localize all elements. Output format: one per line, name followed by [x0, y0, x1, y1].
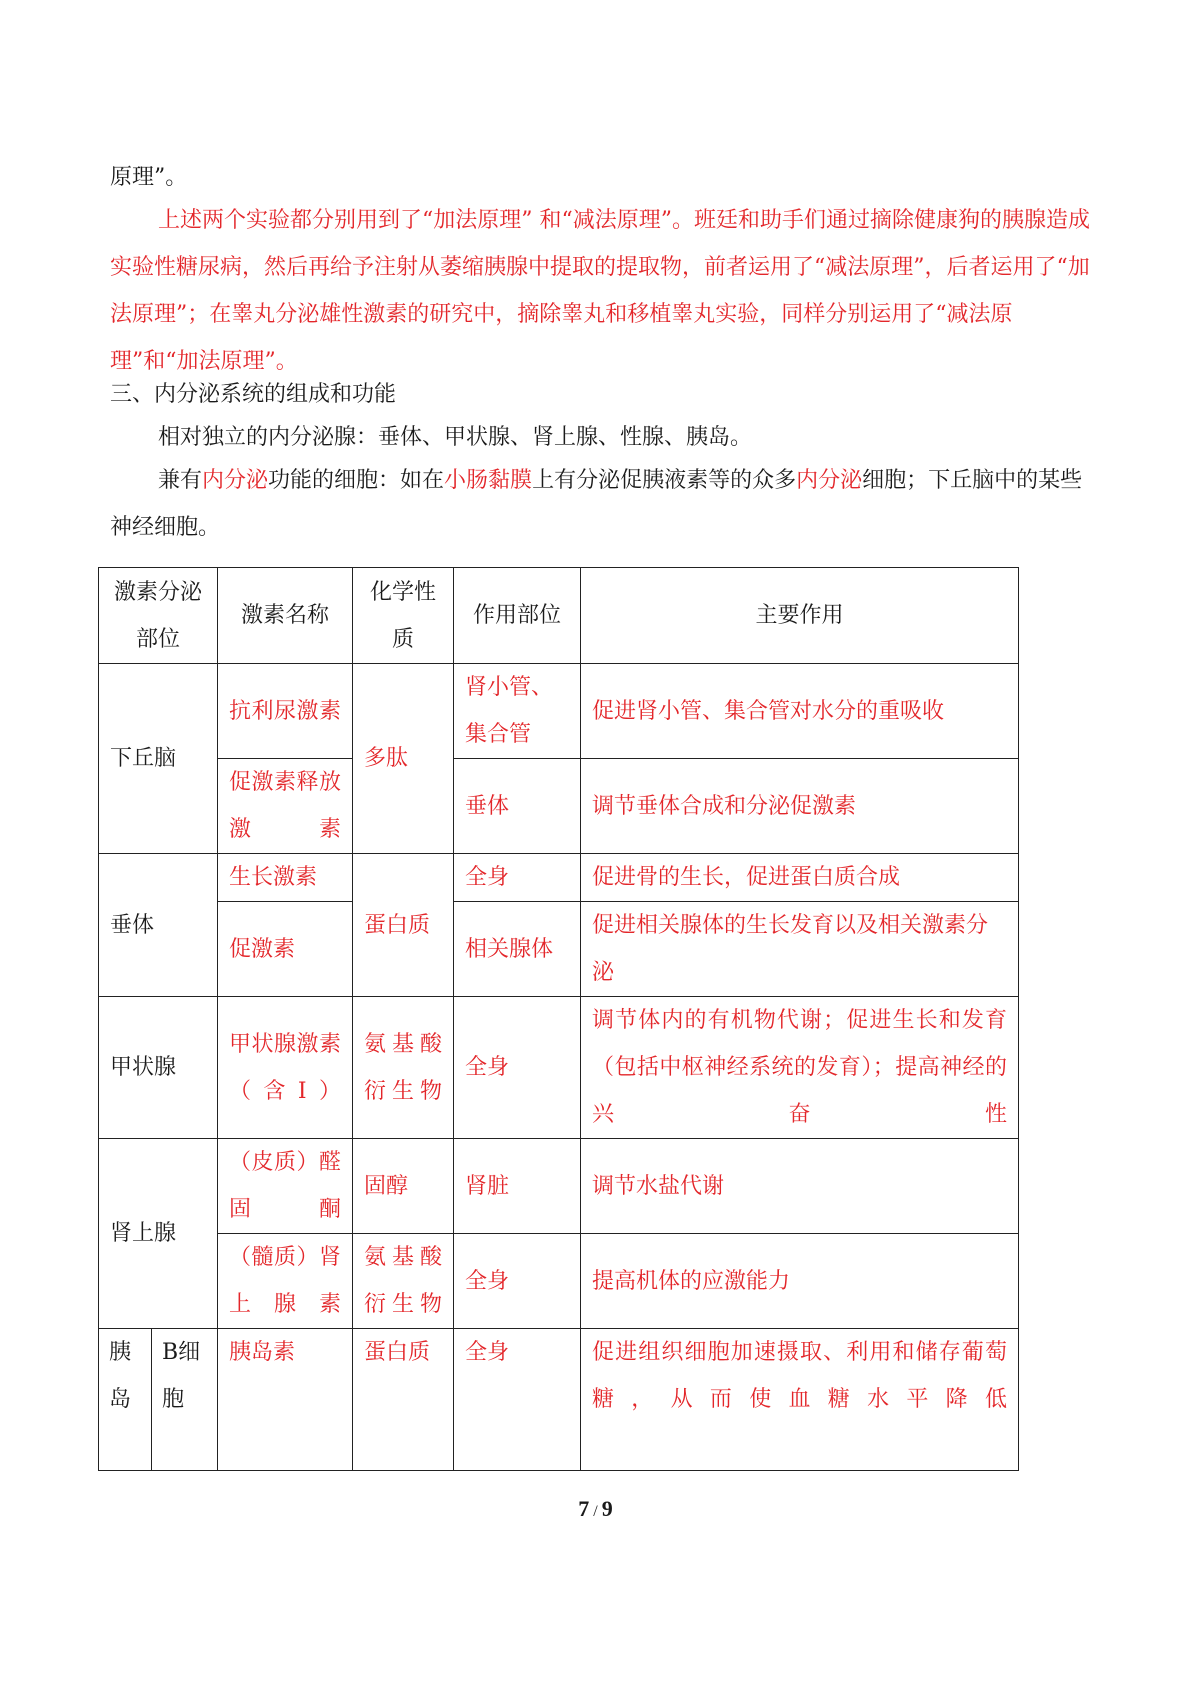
- chemical-cell: 蛋白质: [353, 854, 454, 997]
- cell-type-cell: B细胞: [152, 1329, 218, 1471]
- header-main-function: 主要作用: [581, 568, 1019, 664]
- paragraph-endocrine-cells: [110, 457, 1090, 551]
- header-target-site: 作用部位: [454, 568, 581, 664]
- site-cell: 垂体: [99, 854, 218, 997]
- target-cell: 肾脏: [454, 1139, 581, 1234]
- chemical-cell: 氨基酸衍生物: [353, 1234, 454, 1329]
- paragraph-experiment-principles: 上述两个实验都分别用到了“加法原理” 和“减法原理”。班廷和助手们通过摘除健康狗的胰腺造成实验性糖尿病，然后再给予注射从萎缩胰腺中提取的提取物，前者运用了“减法原理”，后者运用了“加法原理”；在睾丸分泌雄性激素的研究中，摘除睾丸和移植睾丸实验，同样分别运用了“减法原理”和“加法原理”。: [110, 208, 1090, 374]
- page-current: 7: [578, 1496, 590, 1521]
- section-heading: 三、内分泌系统的组成和功能: [110, 382, 397, 407]
- target-cell: 全身: [454, 854, 581, 902]
- effect-cell: 促进肾小管、集合管对水分的重吸收: [581, 664, 1019, 759]
- hormone-name-cell: 甲状腺激素（含I）: [218, 997, 353, 1139]
- table-row: [99, 759, 1019, 854]
- text-segment: 功能的细胞：如在: [268, 468, 445, 493]
- target-cell: 相关腺体: [454, 902, 581, 997]
- highlight-text: 小肠黏膜: [444, 468, 533, 493]
- table-row: [99, 997, 1019, 1139]
- text-segment: 上有分泌促胰液素等的众多: [532, 468, 797, 493]
- effect-cell: 调节体内的有机物代谢；促进生长和发育（包括中枢神经系统的发育）；提高神经的兴奋性: [581, 997, 1019, 1139]
- chemical-cell: 固醇: [353, 1139, 454, 1234]
- target-cell: 肾小管、集合管: [454, 664, 581, 759]
- hormone-name-cell: 促激素: [218, 902, 353, 997]
- page-number: [0, 1496, 1191, 1522]
- paragraph-endocrine-glands: 相对独立的内分泌腺：垂体、甲状腺、肾上腺、性腺、胰岛。: [158, 425, 753, 450]
- table-row: [99, 854, 1019, 902]
- site-cell: 下丘脑: [99, 664, 218, 854]
- paragraph-continuation: 原理”。: [110, 165, 188, 190]
- text-segment: 细胞；下丘脑中的某些神经细胞。: [110, 468, 1083, 540]
- page-separator: /: [589, 1503, 602, 1520]
- table-row: [99, 1139, 1019, 1234]
- effect-cell: 提高机体的应激能力: [581, 1234, 1019, 1329]
- table-row: [99, 664, 1019, 759]
- effect-cell: 促进骨的生长，促进蛋白质合成: [581, 854, 1019, 902]
- header-chemical-nature: 化学性质: [353, 568, 454, 664]
- text-segment: 兼有: [158, 468, 203, 493]
- chemical-cell: 氨基酸衍生物: [353, 997, 454, 1139]
- table-header-row: [99, 568, 1019, 664]
- header-secretion-site: 激素分泌部位: [99, 568, 218, 664]
- effect-cell: 促进相关腺体的生长发育以及相关激素分泌: [581, 902, 1019, 997]
- target-cell: 全身: [454, 1234, 581, 1329]
- chemical-cell: 蛋白质: [353, 1329, 454, 1471]
- highlight-text: 内分泌: [202, 468, 269, 493]
- effect-cell: 调节水盐代谢: [581, 1139, 1019, 1234]
- hormone-table: [98, 567, 1019, 1471]
- effect-cell: 调节垂体合成和分泌促激素: [581, 759, 1019, 854]
- highlight-text: 内分泌: [796, 468, 863, 493]
- header-hormone-name: 激素名称: [218, 568, 353, 664]
- table-row: [99, 902, 1019, 997]
- chemical-cell: 多肽: [353, 664, 454, 854]
- site-cell: 胰岛: [99, 1329, 152, 1471]
- site-cell: 肾上腺: [99, 1139, 218, 1329]
- hormone-name-cell: 胰岛素: [218, 1329, 353, 1471]
- page-total: 9: [601, 1496, 613, 1521]
- hormone-name-cell: 抗利尿激素: [218, 664, 353, 759]
- hormone-name-cell: 促激素释放激素: [218, 759, 353, 854]
- target-cell: 垂体: [454, 759, 581, 854]
- target-cell: 全身: [454, 1329, 581, 1471]
- site-cell: 甲状腺: [99, 997, 218, 1139]
- table-row: [99, 1329, 1019, 1471]
- hormone-name-cell: 生长激素: [218, 854, 353, 902]
- effect-cell: 促进组织细胞加速摄取、利用和储存葡萄糖，从而使血糖水平降低: [581, 1329, 1019, 1471]
- target-cell: 全身: [454, 997, 581, 1139]
- hormone-name-cell: （髓质）肾上腺素: [218, 1234, 353, 1329]
- table-row: [99, 1234, 1019, 1329]
- hormone-name-cell: （皮质）醛固酮: [218, 1139, 353, 1234]
